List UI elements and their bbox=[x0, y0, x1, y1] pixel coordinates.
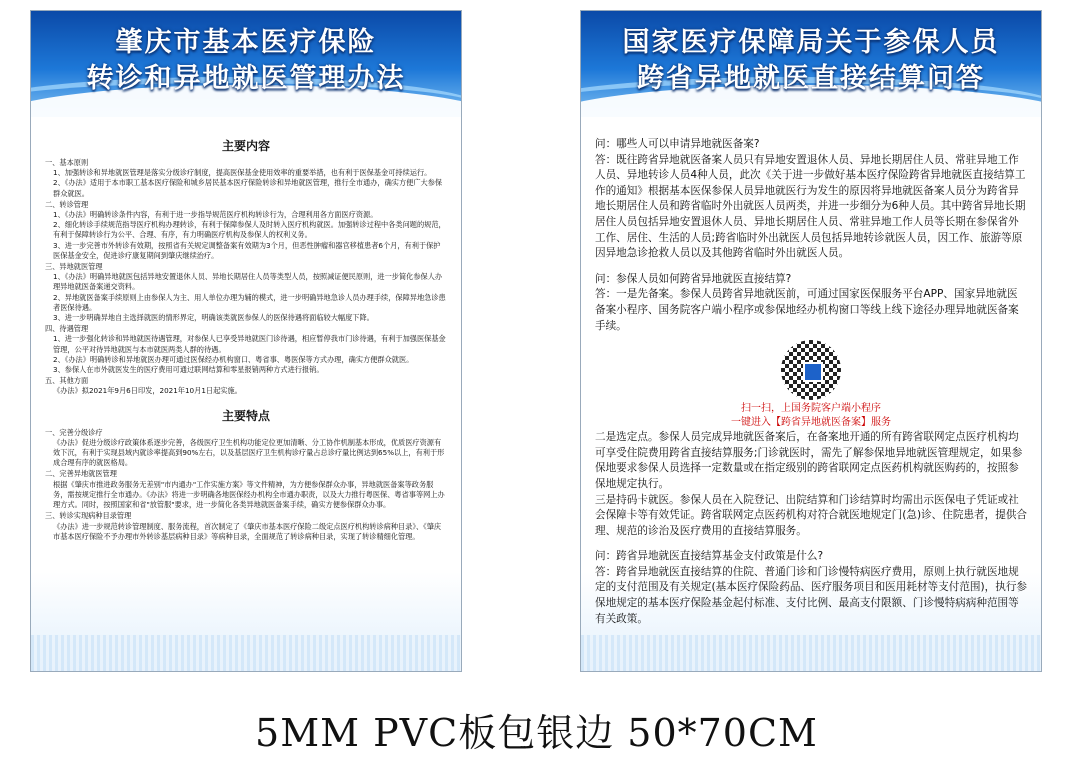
section-heading-features: 主要特点 bbox=[221, 408, 270, 423]
qr-code-icon[interactable] bbox=[781, 340, 841, 400]
footer-pattern bbox=[581, 635, 1041, 671]
text-line: 2、细化转诊手续规范指导医疗机构办理转诊，有利于保障参保人及时转入医疗机构就医。加强转诊过程中各类问题的规范，有利于保障转诊行为公平、合理、有序，有力明确医疗机构及参保人的权利义务。 bbox=[53, 220, 446, 240]
answer-3: 答：跨省异地就医直接结算的住院、普通门诊和门诊慢特病医疗费用，原则上执行就医地规定的支付范围及有关规定(基本医疗保险药品、医疗服务项目和医用耗材等支付范围)，执行参保地规定的基本医疗保险基金起付标准、支付比例、最高支付限额、门诊慢特病病种范围等有关政策。 bbox=[595, 565, 1028, 625]
answer-2-part3: 三是持码卡就医。参保人员在入院登记、出院结算和门诊结算时均需出示医保电子凭证或社会保障卡等有效凭证。跨省联网定点医药机构对符合就医地规定门(急)诊、住院患者，提供合理、规范的诊治及医疗费用的直接结算服务。 bbox=[595, 493, 1028, 537]
poster-right-header bbox=[581, 11, 1041, 117]
text-line: 一、完善分级诊疗 bbox=[45, 427, 103, 437]
poster-left-body bbox=[31, 121, 461, 671]
qr-caption-line1: 扫一扫，上国务院客户端小程序 bbox=[741, 403, 881, 415]
text-line: 四、待遇管理 bbox=[45, 324, 89, 334]
text-line: 2、《办法》适用于本市职工基本医疗保险和城乡居民基本医疗保险转诊和异地就医管理，推行全市通办，确实方便广大参保群众就医。 bbox=[53, 178, 443, 198]
text-line: 根据《肇庆市推进政务服务无差别"市内通办"工作实施方案》等文件精神，为方便参保群众办事，异地就医备案等政务服务，需按规定推行全市通办。《办法》将进一步明确各地医保经办机构全市通办职责，以及大力推行粤医保、粤省事等网上办理方式。同时，按照国家和省"放管服"要求，进一步简化各类异地就医备案手续，确实方便参保群众办事。 bbox=[53, 479, 445, 510]
question-2: 问：参保人员如何跨省异地就医直接结算? bbox=[595, 272, 792, 285]
question-1: 问：哪些人可以申请异地就医备案? bbox=[595, 138, 760, 150]
text-line: 二、转诊管理 bbox=[45, 199, 89, 209]
section-heading-main-content: 主要内容 bbox=[221, 139, 270, 153]
text-line: 2、异地就医备案手续原则上由参保人为主、用人单位办理为辅的模式，进一步明确异地急诊人员办理手续，保障异地急诊患者医保待遇。 bbox=[53, 292, 446, 312]
text-line: 3、进一步明确异地自主选择就医的情形界定，明确该类就医参保人的医保待遇将面临较大幅度下降。 bbox=[53, 313, 374, 323]
text-line: 《办法》促进分级诊疗政策体系逐步完善，各级医疗卫生机构功能定位更加清晰、分工协作机制基本形成，优质医疗资源有效下沉，有利于实现县域内就诊率提高到90%左右，以及基层医疗卫生机构诊疗量占总诊疗量比例达到65%以上，有利于形成合理有序的就医格局。 bbox=[53, 437, 445, 468]
text-line: 二、完善异地就医管理 bbox=[45, 469, 117, 479]
text-line: 3、进一步完善市外转诊有效期，按照省有关规定调整备案有效期为3个月，但恶性肿瘤和器官移植患者6个月，有利于保护医保基金安全，促进诊疗康复期间到肇庆继续治疗。 bbox=[53, 240, 441, 260]
product-spec-caption: 5MM PVC板包银边 50*70CM bbox=[255, 711, 818, 755]
poster-left-title-line2: 转诊和异地就医管理办法 bbox=[86, 63, 406, 94]
text-line: 《办法》拟2021年9月6日印发，2021年10月1日起实施。 bbox=[53, 386, 242, 396]
text-line: 1、《办法》明确异地就医包括异地安置退休人员、异地长期居住人员等类型人员，按照减证便民原则，进一步简化参保人办理异地就医备案递交资料。 bbox=[53, 272, 443, 292]
text-line: 2、《办法》明确转诊和异地就医办理可通过医保经办机构窗口、粤省事、粤医保等方式办理，确实方便群众就医。 bbox=[53, 354, 414, 364]
text-line: 1、进一步强化转诊和异地就医待遇管理，对参保人已享受异地就医门诊待遇，相应暂停我市门诊待遇，有利于加强医保基金管理，公平对待异地就医与本市就医两类人群的待遇。 bbox=[53, 334, 446, 354]
poster-left-title-line1: 肇庆市基本医疗保险 bbox=[115, 27, 377, 58]
poster-right bbox=[580, 10, 1042, 672]
text-line: 一、基本原则 bbox=[45, 158, 89, 167]
poster-right-title-line2: 跨省异地就医直接结算问答 bbox=[637, 63, 985, 94]
poster-right-title-line1: 国家医疗保障局关于参保人员 bbox=[622, 27, 1000, 58]
features-list bbox=[45, 428, 447, 542]
poster-right-body bbox=[581, 121, 1041, 671]
answer-2-part2: 二是选定点。参保人员完成异地就医备案后，在备案地开通的所有跨省联网定点医疗机构均可享受住院费用跨省直接结算服务;门诊就医时，需先了解参保地异地就医管理规定，如果参保地要求参保人员选择一定数量或在指定级别的跨省联网定点医药机构就医购药的，按照参保地规定执行。 bbox=[595, 431, 1023, 490]
footer-pattern bbox=[31, 635, 461, 671]
text-line: 《办法》进一步规范转诊管理制度、服务流程，首次制定了《肇庆市基本医疗保险二级定点医疗机构转诊病种目录》、《肇庆市基本医疗保险不予办理市外转诊基层病种目录》等病种目录，全面规范了转诊病种目录，实现了转诊精细化管理。 bbox=[53, 521, 442, 541]
question-3: 问：跨省异地就医直接结算基金支付政策是什么? bbox=[595, 550, 824, 563]
text-line: 1、加强转诊和异地就医管理是落实分级诊疗制度，提高医保基金使用效率的重要举措，也有利于医保基金可持续运行。 bbox=[53, 168, 432, 178]
poster-left-header bbox=[31, 11, 461, 117]
main-content-list bbox=[45, 158, 447, 397]
poster-left bbox=[30, 10, 462, 672]
text-line: 三、转诊实现病种目录管理 bbox=[45, 511, 132, 521]
text-line: 3、参保人在市外就医发生的医疗费用可通过联网结算和零星报销两种方式进行报销。 bbox=[53, 365, 324, 375]
text-line: 1、《办法》明确转诊条件内容，有利于进一步指导规范医疗机构转诊行为，合理利用各方面医疗资源。 bbox=[53, 210, 378, 220]
text-line: 三、异地就医管理 bbox=[45, 262, 103, 272]
qr-caption-line2: 一键进入【跨省异地就医备案】服务 bbox=[731, 417, 891, 429]
answer-2: 答：一是先备案。参保人员跨省异地就医前，可通过国家医保服务平台APP、国家异地就医备案小程序、国务院客户端小程序或参保地经办机构窗口等线上线下途径办理异地就医备案手续。 bbox=[595, 288, 1019, 332]
answer-1: 答：既往跨省异地就医备案人员只有异地安置退休人员、异地长期居住人员、常驻异地工作人员、异地转诊人员4种人员，此次《关于进一步做好基本医疗保险跨省异地就医直接结算工作的通知》根据基本医保参保人员异地就医行为发生的原因将异地就医备案人员分为跨省异地长期居住人员和跨省临时外出就医人员两类，并进一步细分为6种人员。其中跨省异地长期居住人员包括异地安置退休人员、异地长期居住人员、常驻异地工作人员等长期在参保省外工作、居住、生活的人员;跨省临时外出就医人员包括异地转诊就医人员，因工作、旅游等原因异地急诊抢救人员以及其他跨省临时外出就医人员。 bbox=[595, 153, 1026, 260]
text-line: 五、其他方面 bbox=[45, 376, 89, 386]
